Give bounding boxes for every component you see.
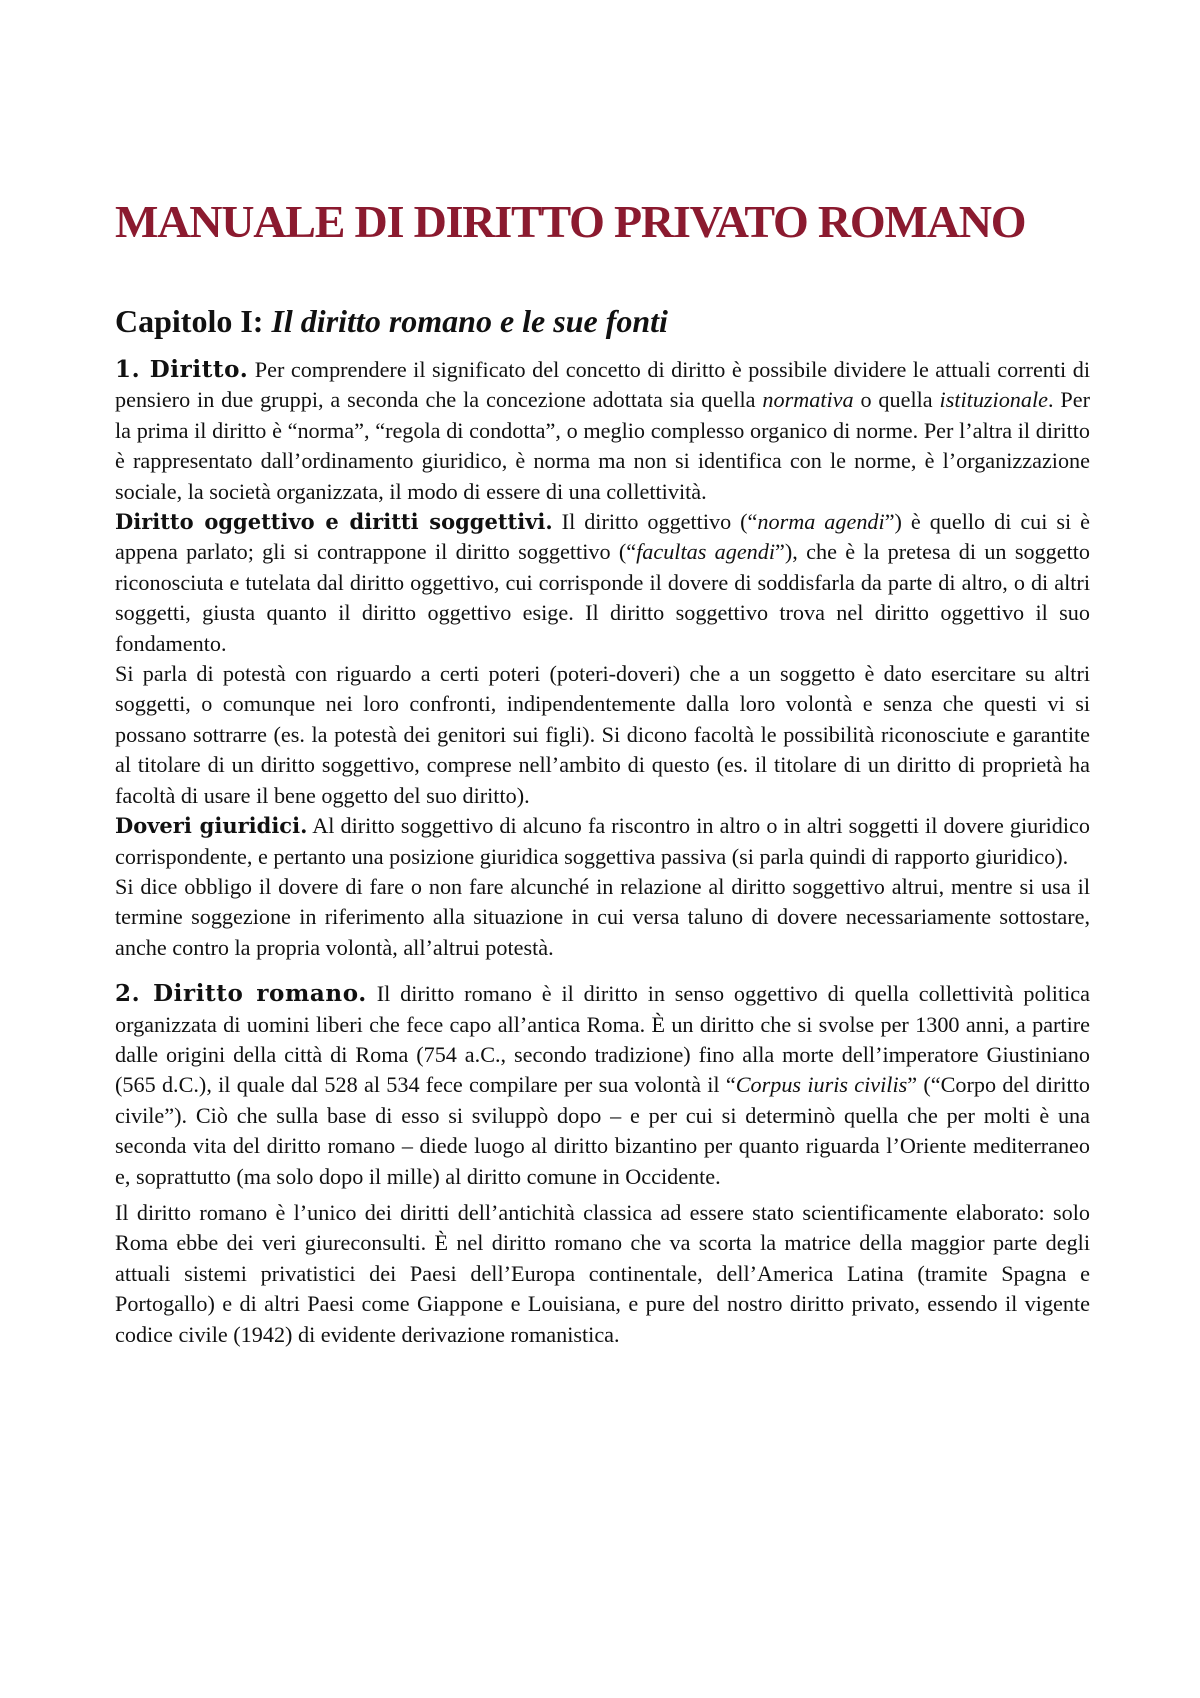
section1-paragraph-1 (115, 355, 1090, 507)
text-run: ” (“Corpo del diritto civile”). Ciò che sulla base di esso si sviluppò dopo – e per cui si determinò quella che per molti è una seconda vita del diritto romano – diede luogo al diritto bizantino per quanto riguarda l’Oriente mediterraneo e, soprattutto (ma solo dopo il mille) al diritto comune in Occidente. (115, 1072, 1090, 1189)
document-page (115, 195, 1090, 1350)
emphasis-text: normativa (762, 387, 854, 413)
chapter-heading (115, 301, 1090, 341)
chapter-subtitle: Il diritto romano e le sue fonti (271, 303, 668, 339)
section2-heading: 2. Diritto romano. (115, 980, 367, 1008)
section1-paragraph-3: Si parla di potestà con riguardo a certi poteri (poteri-doveri) che a un soggetto è dato esercitare su altri soggetti, o comunque nei loro confronti, indipendentemente dalla loro volontà e senza che questi vi si possano sottrarre (es. la potestà dei genitori sui figli). Si dicono facoltà le possibilità riconosciute e garantite al titolare di un diritto soggettivo, comprese nell’ambito di questo (es. il titolare di un diritto di proprietà ha facoltà di usare il bene oggetto del suo diritto). (115, 661, 1090, 808)
section1-paragraph-4 (115, 811, 1090, 872)
emphasis-text: facultas agendi (636, 539, 776, 565)
emphasis-text: norma agendi (757, 509, 885, 535)
section2-paragraph-1 (115, 979, 1090, 1192)
text-run: Al diritto soggettivo di alcuno fa riscontro in altro o in altri soggetti il dovere giuridico corrispondente, e pertanto una posizione giuridica soggettiva passiva (si parla quindi di rapporto giuridico). (115, 813, 1091, 869)
text-run: . Per la prima il diritto è “norma”, “regola di condotta”, o meglio complesso organico di norme. Per l’altra il diritto è rappresentato dall’ordinamento giuridico, è norma ma non si identifica con le norme, è l’organizzazione sociale, la società organizzata, il modo di essere di una collettività. (115, 387, 1091, 504)
subsection-heading-diritto-oggettivo: Diritto oggettivo e diritti soggettivi. (115, 509, 553, 535)
chapter-label: Capitolo I: (115, 303, 272, 339)
text-run: Per comprendere il significato del concetto di diritto è possibile dividere le attuali correnti di pensiero in due gruppi, a seconda che la concezione adottata sia quella (115, 357, 1090, 413)
subsection-heading-doveri-giuridici: Doveri giuridici. (115, 813, 308, 839)
section1-paragraph-2 (115, 507, 1090, 659)
text-run: o quella (853, 387, 940, 413)
section2-paragraph-2: Il diritto romano è l’unico dei diritti dell’antichità classica ad essere stato scientificamente elaborato: solo Roma ebbe dei veri giureconsulti. È nel diritto romano che va scorta la matrice della maggior parte degli attuali sistemi privatistici dei Paesi dell’Europa continentale, dell’America Latina (tramite Spagna e Portogallo) e di altri Paesi come Giappone e Louisiana, e pure del nostro diritto privato, essendo il vigente codice civile (1942) di evidente derivazione romanistica. (115, 1199, 1090, 1347)
text-run: Il diritto romano è il diritto in senso oggettivo di quella collettività politica organizzata di uomini liberi che fece capo all’antica Roma. È un diritto che si svolse per 1300 anni, a partire dalle origini della città di Roma (754 a.C., secondo tradizione) fino alla morte dell’imperatore Giustiniano (565 d.C.), il quale dal 528 al 534 fece compilare per sua volontà il “ (115, 981, 1090, 1098)
text-run: Il diritto oggettivo (“ (552, 509, 758, 535)
document-title: MANUALE DI DIRITTO PRIVATO ROMANO (115, 196, 1026, 247)
text-run: ”) è quello di cui si è appena parlato; gli si contrappone il diritto soggettivo (“ (115, 509, 1090, 565)
emphasis-text: Corpus iuris civilis (735, 1072, 908, 1098)
text-run: ”), che è la pretesa di un soggetto riconosciuta e tutelata dal diritto oggettivo, cui corrisponde il dovere di soddisfarla da parte di altro, o di altri soggetti, giusta quanto il diritto oggettivo esige. Il diritto soggettivo trova nel diritto oggettivo il suo fondamento. (115, 539, 1091, 656)
section1-heading: 1. Diritto. (115, 356, 249, 383)
section1-paragraph-5: Si dice obbligo il dovere di fare o non fare alcunché in relazione al diritto soggettivo altrui, mentre si usa il termine soggezione in riferimento alla situazione in cui versa taluno di dovere necessariamente sottostare, anche contro la propria volontà, all’altrui potestà. (115, 873, 1090, 960)
emphasis-text: istituzionale (939, 387, 1049, 413)
